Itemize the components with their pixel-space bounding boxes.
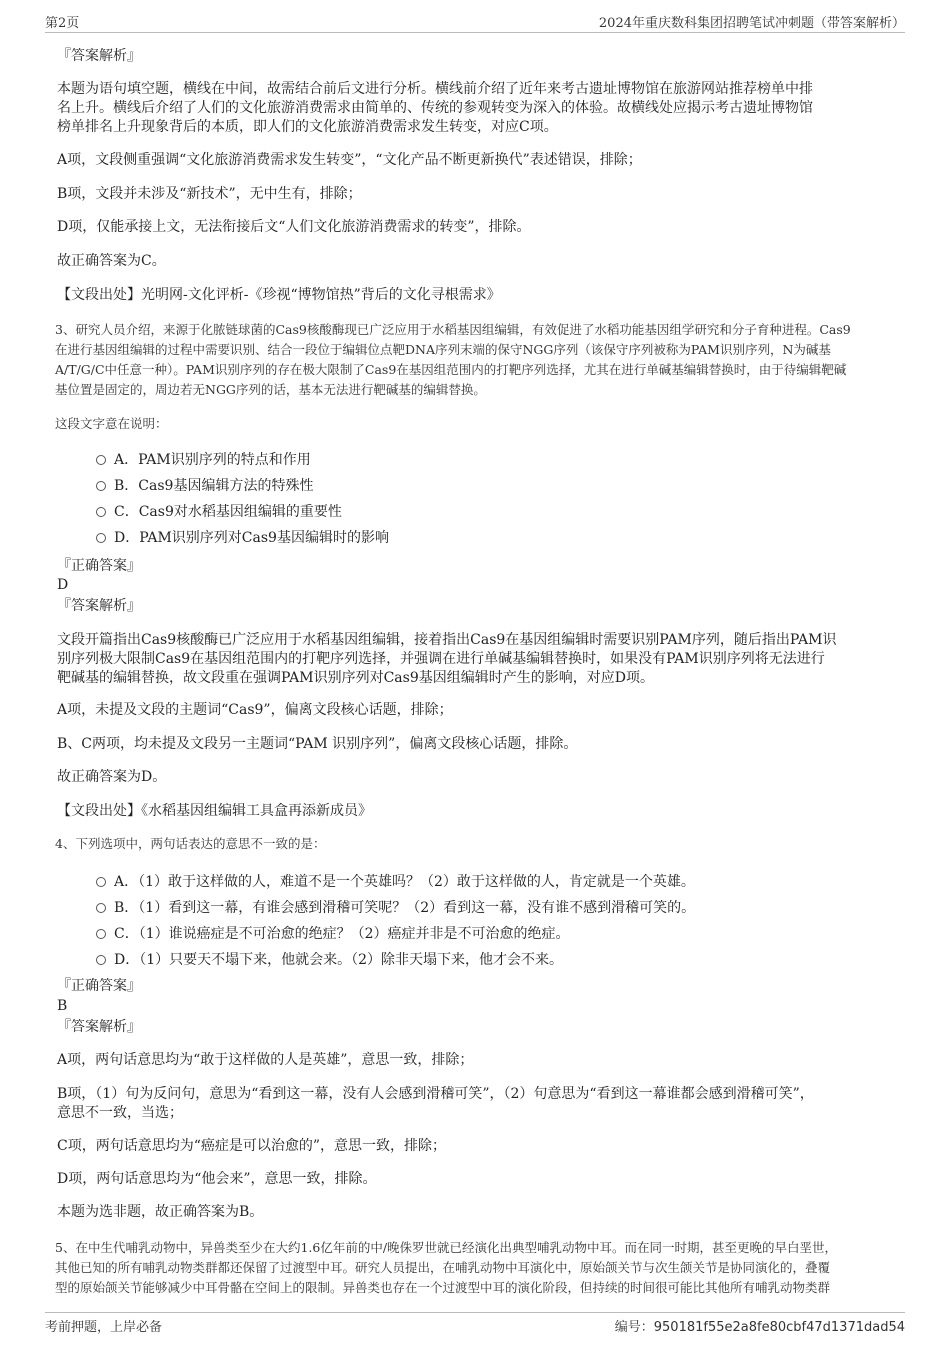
radio-icon[interactable]	[96, 533, 106, 543]
q3-answer: D	[57, 577, 69, 593]
q2-analysis-label: 『答案解析』	[57, 48, 141, 64]
code-value: 950181f55e2a8fe80cbf47d1371dad54	[653, 1320, 905, 1335]
radio-icon[interactable]	[96, 929, 106, 939]
radio-icon[interactable]	[96, 507, 106, 517]
q3-option-d[interactable]: D．PAM识别序列对Cas9基因编辑时的影响	[96, 529, 389, 547]
q3-stem-line: 基位置是固定的，周边若无NGG序列的话，基本无法进行靶碱基的编辑替换。	[55, 382, 486, 397]
q2-conclusion: 故正确答案为C。	[57, 253, 166, 269]
q3-source: 【文段出处】《水稻基因组编辑工具盒再添新成员》	[57, 803, 372, 819]
code-label: 编号：	[614, 1320, 654, 1335]
radio-icon[interactable]	[96, 955, 106, 965]
q5-stem-line: 其他已知的所有哺乳动物类群都还保留了过渡型中耳。研究人员提出，在哺乳动物中耳演化中，原始颌关节与次生颌关节是协同演化的，叠覆	[55, 1260, 831, 1275]
q2-source: 【文段出处】光明网-文化评析-《珍视“博物馆热”背后的文化寻根需求》	[57, 287, 501, 303]
radio-icon[interactable]	[96, 455, 106, 465]
q3-stem-line: 3、研究人员介绍，来源于化脓链球菌的Cas9核酸酶现已广泛应用于水稻基因组编辑，有效促进了水稻功能基因组学研究和分子育种进程。Cas9	[55, 322, 851, 337]
q4-reason-b-line: 意思不一致，当选；	[57, 1105, 183, 1121]
q5-stem-line: 5、在中生代哺乳动物中，异兽类至少在大约1.6亿年前的中/晚侏罗世就已经演化出典型哺乳动物中耳。而在同一时期，甚至更晚的早白垩世，	[55, 1240, 838, 1255]
q3-conclusion: 故正确答案为D。	[57, 769, 167, 785]
q4-reason-c: C项，两句话意思均为“癌症是可以治愈的”，意思一致，排除；	[57, 1138, 447, 1154]
q3-option-a[interactable]: A．PAM识别序列的特点和作用	[96, 451, 311, 469]
q3-stem-line: 在进行基因组编辑的过程中需要识别、结合一段位于编辑位点靶DNA序列末端的保守NGG序列（该保守序列被称为PAM识别序列，N为碱基	[55, 342, 831, 357]
q4-analysis-label: 『答案解析』	[57, 1019, 141, 1035]
q4-reason-a: A项，两句话意思均为“敢于这样做的人是英雄”，意思一致，排除；	[57, 1052, 474, 1068]
q3-prompt: 这段文字意在说明：	[55, 416, 168, 431]
q2-analysis-line: 本题为语句填空题，横线在中间，故需结合前后文进行分析。横线前介绍了近年来考古遗址博物馆在旅游网站推荐榜单中排	[57, 81, 813, 97]
document-title: 2024年重庆数科集团招聘笔试冲刺题（带答案解析）	[598, 16, 905, 31]
q4-answer-label: 『正确答案』	[57, 978, 141, 994]
q4-option-c[interactable]: C．（1）谁说癌症是不可治愈的绝症？（2）癌症并非是不可治愈的绝症。	[96, 925, 570, 943]
q4-reason-b-line: B项，（1）句为反问句，意思为“看到这一幕，没有人会感到滑稽可笑”，（2）句意思为“看到这一幕谁都会感到滑稽可笑”，	[57, 1086, 814, 1102]
q2-reason-b: B项，文段并未涉及“新技术”，无中生有，排除；	[57, 186, 362, 202]
q2-analysis-line: 榜单排名上升现象背后的本质，即人们的文化旅游消费需求发生转变，对应C项。	[57, 119, 558, 135]
page-number: 第2页	[45, 16, 80, 31]
q3-analysis-line: 靶碱基的编辑替换，故文段重在强调PAM识别序列对Cas9基因组编辑时产生的影响，对应D项。	[57, 670, 654, 686]
q3-answer-label: 『正确答案』	[57, 558, 141, 574]
radio-icon[interactable]	[96, 481, 106, 491]
q4-option-a[interactable]: A．（1）敢于这样做的人，难道不是一个英雄吗？（2）敢于这样做的人，肯定就是一个英雄。	[96, 873, 695, 891]
q3-reason-bc: B、C两项，均未提及文段另一主题词“PAM 识别序列”，偏离文段核心话题，排除。	[57, 736, 578, 752]
q2-analysis-line: 名上升。横线后介绍了人们的文化旅游消费需求由简单的、传统的参观转变为深入的体验。故横线处应揭示考古遗址博物馆	[57, 100, 813, 116]
q3-option-c[interactable]: C．Cas9对水稻基因组编辑的重要性	[96, 503, 342, 521]
q2-reason-a: A项，文段侧重强调“文化旅游消费需求发生转变”，“文化产品不断更新换代”表述错误，排除；	[57, 152, 642, 168]
q2-reason-d: D项，仅能承接上文，无法衔接后文“人们文化旅游消费需求的转变”，排除。	[57, 219, 531, 235]
q4-option-b[interactable]: B．（1）看到这一幕，有谁会感到滑稽可笑呢？（2）看到这一幕，没有谁不感到滑稽可笑的。	[96, 899, 695, 917]
q3-analysis-line: 文段开篇指出Cas9核酸酶已广泛应用于水稻基因组编辑，接着指出Cas9在基因组编辑时需要识别PAM序列，随后指出PAM识	[57, 632, 837, 648]
q4-stem: 4、下列选项中，两句话表达的意思不一致的是：	[55, 836, 326, 851]
footer-slogan: 考前押题，上岸必备	[45, 1320, 163, 1335]
document-code	[615, 1316, 905, 1335]
q3-analysis-line: 别序列极大限制Cas9在基因组范围内的打靶序列选择，并强调在进行单碱基编辑替换时，如果没有PAM识别序列将无法进行	[57, 651, 825, 667]
q3-stem-line: A/T/G/C中任意一种）。PAM识别序列的存在极大限制了Cas9在基因组范围内的打靶序列选择，尤其在进行单碱基编辑替换时，由于待编辑靶碱	[55, 362, 847, 377]
q3-option-b[interactable]: B．Cas9基因编辑方法的特殊性	[96, 477, 313, 495]
q4-conclusion: 本题为选非题，故正确答案为B。	[57, 1204, 264, 1220]
page-footer	[45, 1312, 905, 1337]
radio-icon[interactable]	[96, 903, 106, 913]
q3-reason-a: A项，未提及文段的主题词“Cas9”，偏离文段核心话题，排除；	[57, 702, 453, 718]
radio-icon[interactable]	[96, 877, 106, 887]
q5-stem-line: 型的原始颌关节能够减少中耳骨骼在空间上的限制。异兽类也存在一个过渡型中耳的演化阶段，但持续的时间很可能比其他所有哺乳动物类群	[55, 1280, 831, 1295]
q3-analysis-label: 『答案解析』	[57, 598, 141, 614]
q4-option-d[interactable]: D．（1）只要天不塌下来，他就会来。（2）除非天塌下来，他才会不来。	[96, 951, 563, 969]
q4-answer: B	[57, 998, 68, 1014]
q4-reason-d: D项，两句话意思均为“他会来”，意思一致，排除。	[57, 1171, 377, 1187]
